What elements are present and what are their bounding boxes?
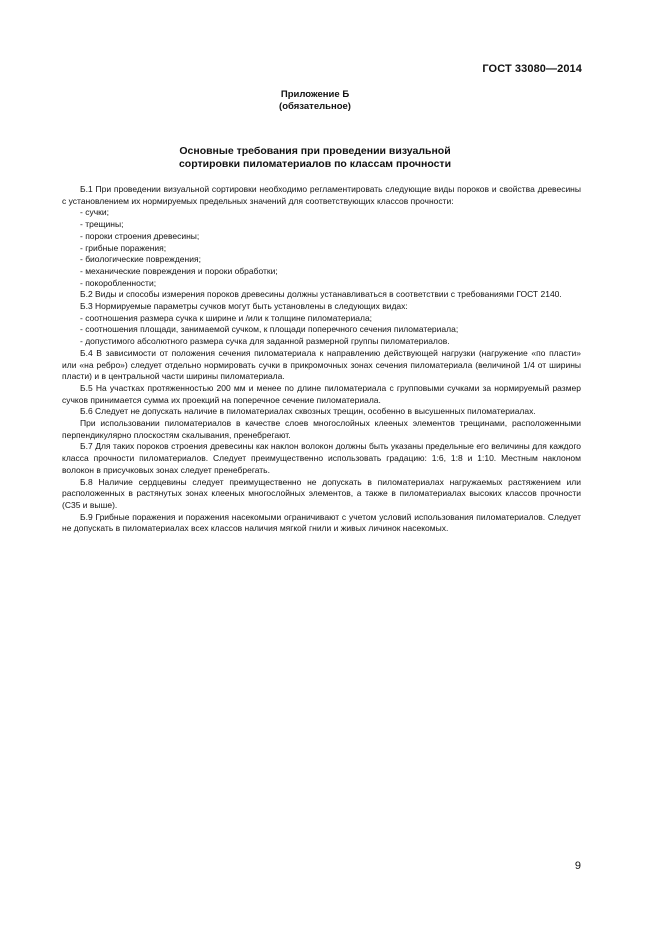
standard-code: ГОСТ 33080—2014: [482, 63, 582, 75]
paragraph: Б.8 Наличие сердцевины следует преимущественно не допускать в пиломатериалах нагружаемых растяжением или расположенных в растянутых зонах клееных многослойных элементов, а также в пиломатериалах высоких классов прочности (С35 и выше).: [62, 476, 581, 510]
list-item: - допустимого абсолютного размера сучка для заданной размерной группы пиломатериалов.: [80, 336, 450, 347]
body-text: [62, 184, 581, 535]
appendix-heading: [0, 89, 630, 113]
paragraph: Б.3 Нормируемые параметры сучков могут быть установлены в следующих видах:: [80, 301, 408, 312]
list-item: - пороки строения древесины;: [80, 230, 200, 241]
paragraph: Б.4 В зависимости от положения сечения пиломатериала к направлению действующей нагрузки (нагружение «по пласти» или «на ребро») следует отдельно нормировать сучки в прикромочных зонах сечения пиломатериала (величиной 1/4 от ширины пласти) и в центральной части ширины пиломатериала.: [62, 347, 581, 382]
list-item: - механические повреждения и пороки обработки;: [80, 265, 278, 276]
section-title-line-2: сортировки пиломатериалов по классам прочности: [178, 158, 452, 170]
section-title: [0, 145, 630, 171]
list-item: - соотношения площади, занимаемой сучком, к площади поперечного сечения пиломатериала;: [80, 324, 459, 335]
list-item: - трещины;: [80, 219, 124, 230]
list-item: - соотношения размера сучка к ширине и /или к толщине пиломатериала;: [80, 312, 373, 323]
list-item: - сучки;: [80, 207, 109, 218]
list-item: - биологические повреждения;: [80, 254, 201, 265]
paragraph: Б.2 Виды и способы измерения пороков древесины должны устанавливаться в соответствии с требованиями ГОСТ 2140.: [80, 289, 562, 300]
paragraph: Б.9 Грибные поражения и поражения насекомыми ограничивают с учетом условий использования пиломатериалов. Следует не допускать в пиломатериалах всех классов наличия мягкой гнили и живых личинок насекомых.: [62, 511, 581, 534]
paragraph: Б.5 На участках протяженностью 200 мм и менее по длине пиломатериала с групповыми сучками за нормируемый размер сучков принимается сумма их проекций на поперечное сечение пиломатериала.: [62, 382, 581, 405]
paragraph: Б.1 При проведении визуальной сортировки необходимо регламентировать следующие виды пороков и свойства древесины с установлением их нормируемых предельных значений для соответствующих классов прочности:: [62, 184, 581, 206]
paragraph: Б.7 Для таких пороков строения древесины как наклон волокон должны быть указаны предельные его величины для каждого класса прочности пиломатериалов. Следует преимущественно использовать градацию: 1:6, 1:8 и 1:10. Местным наклоном волокон в присучковых зонах следует пренебрегать.: [62, 441, 581, 475]
paragraph: При использовании пиломатериалов в качестве слоев многослойных клееных элементов трещинами, расположенными перпендикулярно плоскостям скалывания, пренебрегают.: [62, 418, 581, 440]
appendix-title: Приложение Б: [280, 89, 350, 100]
page-number: 9: [574, 860, 581, 872]
paragraph: Б.6 Следует не допускать наличие в пиломатериалах сквозных трещин, особенно в высушенных пиломатериалах.: [80, 406, 536, 417]
list-item: - покоробленности;: [80, 277, 157, 288]
list-item: - грибные поражения;: [80, 242, 167, 253]
appendix-status: (обязательное): [279, 101, 351, 112]
section-title-line-1: Основные требования при проведении визуальной: [179, 145, 451, 157]
